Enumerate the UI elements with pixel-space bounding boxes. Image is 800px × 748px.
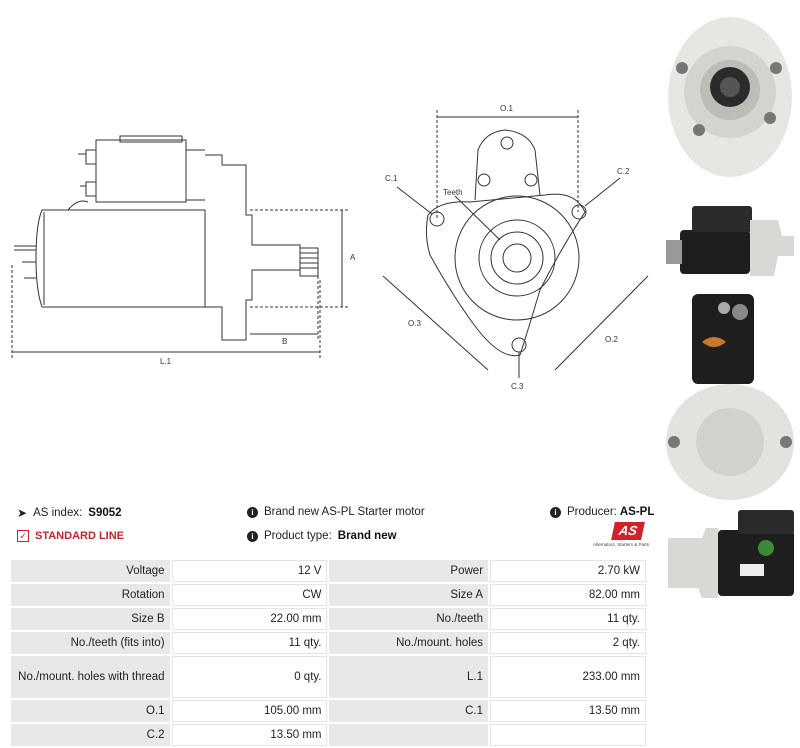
spec-value: 105.00 mm [172,700,328,722]
spec-value: 11 qty. [172,632,328,654]
standard-line [17,530,124,542]
product-photo-rear[interactable] [662,292,798,502]
as-logo [585,522,649,552]
spec-key: Rotation [11,584,170,606]
spec-value: 13.50 mm [172,724,328,746]
dim-label-l1: L.1 [160,357,172,366]
spec-value: 233.00 mm [490,656,646,698]
dim-label-teeth: Teeth [443,188,463,197]
spec-value: 2 qty. [490,632,646,654]
product-type-value: Brand new [337,530,397,542]
spec-row [11,560,646,582]
as-logo-tagline: Alternators, Starters & Parts [592,542,649,547]
spec-value: 12 V [172,560,328,582]
spec-key: L.1 [329,656,488,698]
spec-key: No./mount. holes with thread [11,656,170,698]
info-icon: i [247,507,258,518]
spec-key: Voltage [11,560,170,582]
spec-value: 11 qty. [490,608,646,630]
dim-label-b: B [282,337,288,346]
producer [550,506,654,518]
spec-value: 82.00 mm [490,584,646,606]
dim-label-o1: O.1 [500,104,513,113]
spec-key: No./teeth (fits into) [11,632,170,654]
as-index-value: S9052 [88,507,122,519]
producer-value: AS-PL [619,506,655,518]
description-text: Brand new AS-PL Starter motor [264,506,425,518]
dim-label-c2: C.2 [617,167,630,176]
spec-row [11,656,646,698]
spec-value: 13.50 mm [490,700,646,722]
spec-value: CW [172,584,328,606]
spec-key: Power [329,560,488,582]
checkbox-icon: ✓ [17,530,29,542]
product-photo-side[interactable] [662,196,798,288]
spec-key: O.1 [11,700,170,722]
product-type-label: Product type: [264,530,332,542]
specs-table [9,558,648,748]
spec-row [11,700,646,722]
spec-key: No./mount. holes [329,632,488,654]
product-photo-angle[interactable] [662,508,798,614]
product-photo-front[interactable] [662,2,798,192]
dim-label-o3: O.3 [408,319,421,328]
dim-label-c3: C.3 [511,382,524,391]
spec-row [11,608,646,630]
dim-label-a: A [350,253,356,262]
spec-key: No./teeth [329,608,488,630]
product-type [247,530,397,542]
dim-label-o2: O.2 [605,335,618,344]
as-logo-mark: AS [611,522,645,540]
description [247,506,425,518]
dim-label-c1: C.1 [385,174,398,183]
tag-icon: ➤ [17,506,28,520]
spec-value: 22.00 mm [172,608,328,630]
standard-line-text: STANDARD LINE [35,530,125,542]
info-icon: i [550,507,561,518]
spec-key: C.1 [329,700,488,722]
producer-label: Producer: [567,506,617,518]
spec-value: 2.70 kW [490,560,646,582]
spec-row [11,584,646,606]
spec-key: Size B [11,608,170,630]
spec-key: Size A [329,584,488,606]
spec-value: 0 qty. [172,656,328,698]
as-index-label: AS index: [33,507,83,519]
info-icon: i [247,531,258,542]
as-index [17,506,122,520]
spec-row [11,632,646,654]
spec-key: C.2 [11,724,170,746]
